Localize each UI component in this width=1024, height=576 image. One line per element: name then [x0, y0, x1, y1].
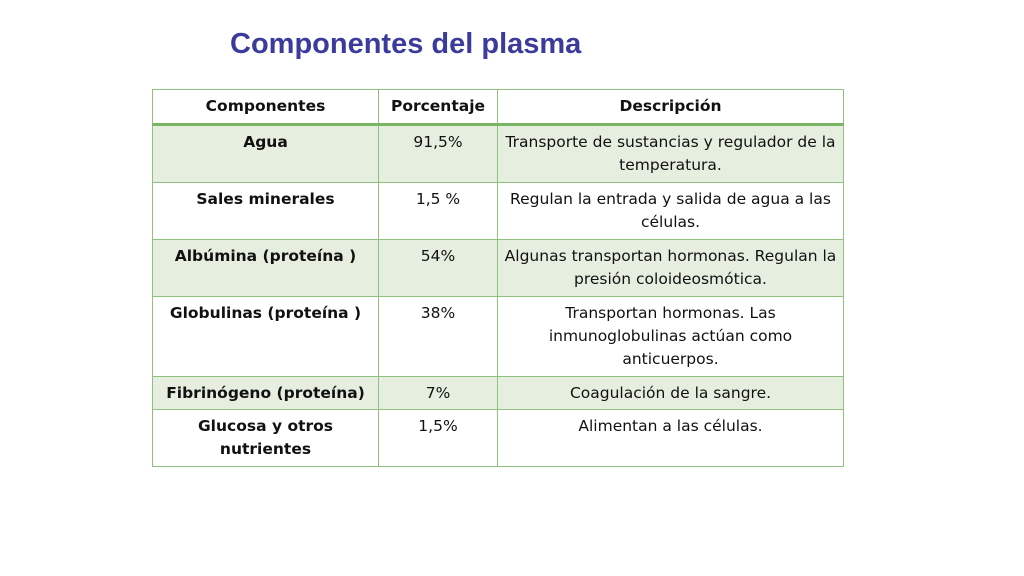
table-row: [153, 240, 844, 297]
table-row: [153, 125, 844, 183]
component-description: Regulan la entrada y salida de agua a las células.: [498, 183, 844, 240]
component-percentage: 91,5%: [379, 125, 498, 183]
header-percentage: Porcentaje: [379, 90, 498, 125]
component-percentage: 1,5%: [379, 410, 498, 467]
component-description: Alimentan a las células.: [498, 410, 844, 467]
table-row: [153, 410, 844, 467]
component-name: Globulinas (proteína ): [153, 297, 379, 377]
page-title: Componentes del plasma: [230, 28, 582, 60]
component-name: Albúmina (proteína ): [153, 240, 379, 297]
table-row: [153, 377, 844, 410]
header-components: Componentes: [153, 90, 379, 125]
component-name: Agua: [153, 125, 379, 183]
table-header-row: [153, 90, 844, 125]
component-name: Glucosa y otros nutrientes: [153, 410, 379, 467]
plasma-components-table: [152, 89, 844, 467]
component-description: Coagulación de la sangre.: [498, 377, 844, 410]
header-description: Descripción: [498, 90, 844, 125]
component-percentage: 7%: [379, 377, 498, 410]
component-description: Algunas transportan hormonas. Regulan la presión coloideosmótica.: [498, 240, 844, 297]
component-name: Fibrinógeno (proteína): [153, 377, 379, 410]
component-percentage: 1,5 %: [379, 183, 498, 240]
table-row: [153, 297, 844, 377]
component-description: Transportan hormonas. Las inmunoglobulinas actúan como anticuerpos.: [498, 297, 844, 377]
component-percentage: 54%: [379, 240, 498, 297]
component-name: Sales minerales: [153, 183, 379, 240]
component-description: Transporte de sustancias y regulador de la temperatura.: [498, 125, 844, 183]
component-percentage: 38%: [379, 297, 498, 377]
table-row: [153, 183, 844, 240]
